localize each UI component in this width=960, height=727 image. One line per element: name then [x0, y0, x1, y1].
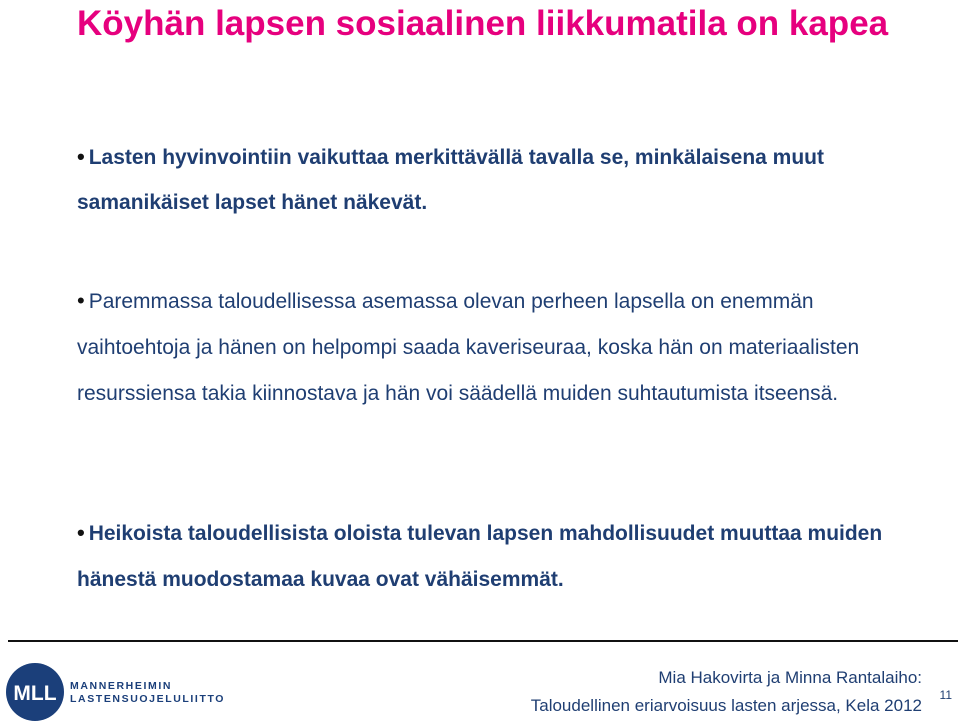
- credit-line-1: Mia Hakovirta ja Minna Rantalaiho:: [658, 668, 922, 687]
- bullet-item-2: [77, 278, 897, 417]
- footer-divider: [8, 640, 958, 642]
- bullet-marker: •: [77, 144, 85, 169]
- bullet-item-1: [77, 134, 897, 225]
- organization-name: [70, 680, 225, 706]
- bullet-text: Paremmassa taloudellisessa asemassa olevan perheen lapsella on enemmän vaihtoehtoja ja hänen on helpompi saada kaveriseuraa, koska hän on materiaalisten resurssiensa takia kiinnostava ja hän voi säädellä muiden suhtautumista itseensä.: [77, 290, 860, 405]
- bullet-text: Lasten hyvinvointiin vaikuttaa merkittävällä tavalla se, minkälaisena muut samanikäiset lapset hänet näkevät.: [77, 146, 824, 214]
- org-line-1: MANNERHEIMIN: [70, 680, 173, 692]
- page-number: 11: [939, 688, 952, 702]
- logo-text: MLL: [13, 682, 57, 705]
- credit-line-2: Taloudellinen eriarvoisuus lasten arjessa, Kela 2012: [530, 696, 922, 715]
- bullet-item-3: [77, 510, 897, 603]
- bullet-text: Heikoista taloudellisista oloista tulevan lapsen mahdollisuudet muuttaa muiden hänestä muodostamaa kuvaa ovat vähäisemmät.: [77, 522, 883, 591]
- mll-logo-icon: [5, 662, 65, 722]
- bullet-marker: •: [77, 520, 85, 545]
- bullet-marker: •: [77, 288, 85, 313]
- slide-title: Köyhän lapsen sosiaalinen liikkumatila on kapea: [77, 4, 889, 43]
- org-line-2: LASTENSUOJELULIITTO: [70, 693, 226, 705]
- source-credit: [531, 664, 922, 720]
